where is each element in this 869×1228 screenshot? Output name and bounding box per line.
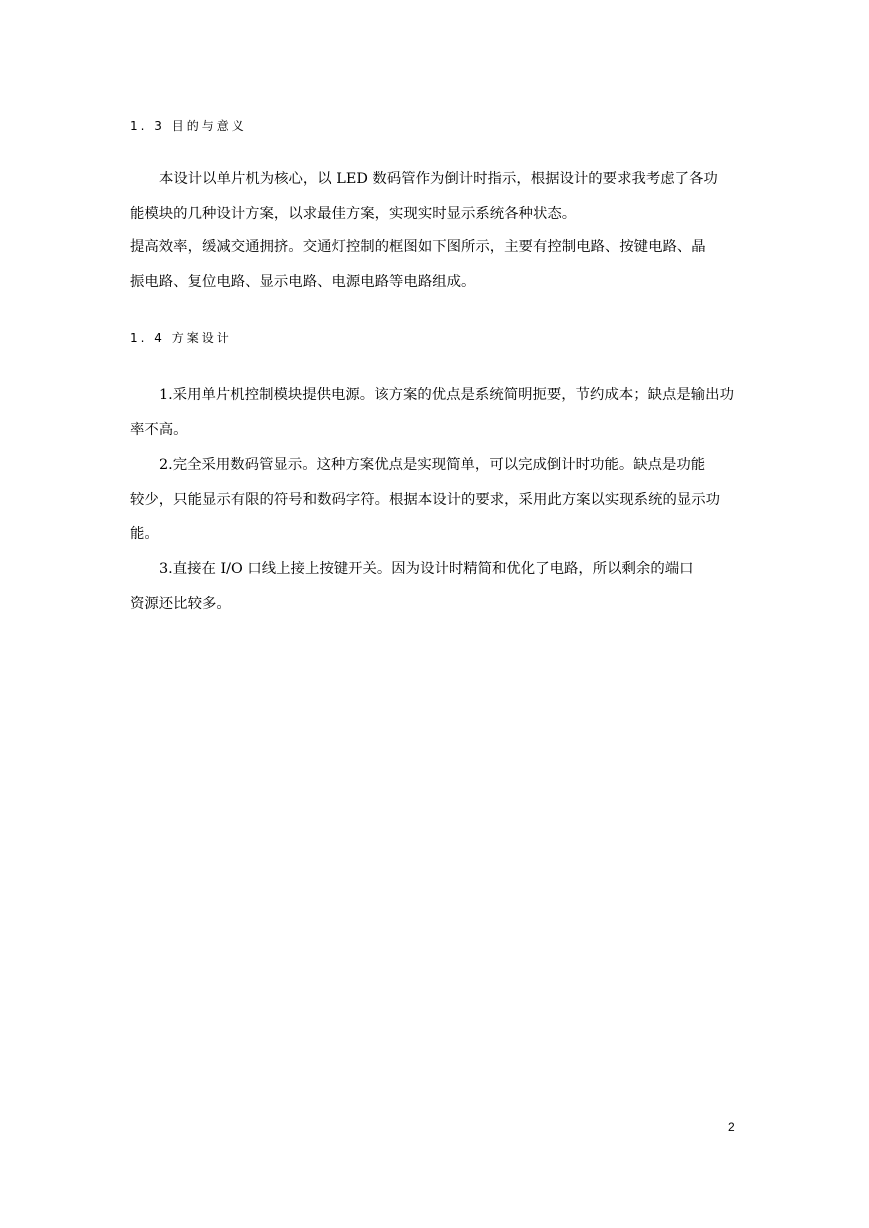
paragraph-purpose (130, 162, 744, 231)
paragraph-line: 提高效率，缓减交通拥挤。交通灯控制的框图如下图所示，主要有控制电路、按键电路、晶 (130, 239, 706, 255)
paragraph-line: 能。 (130, 526, 159, 542)
paragraph-line: 资源还比较多。 (130, 595, 231, 612)
paragraph-line: 本设计以单片机为核心，以 LED 数码管作为倒计时指示，根据设计的要求我考虑了各功 (159, 171, 718, 187)
paragraph-line: 率不高。 (130, 421, 188, 438)
paragraph-line: 1.采用单片机控制模块提供电源。该方案的优点是系统简明扼要，节约成本；缺点是输出功 (159, 387, 734, 403)
scheme-item-1 (130, 378, 744, 447)
paragraph-line: 振电路、复位电路、显示电路、电源电路等电路组成。 (130, 273, 476, 290)
section-heading-1-4: 1. 4 方案设计 (130, 331, 232, 345)
paragraph-line: 较少，只能显示有限的符号和数码字符。根据本设计的要求，采用此方案以实现系统的显示功 (130, 491, 721, 508)
paragraph-line: 能模块的几种设计方案，以求最佳方案，实现实时显示系统各种状态。 (130, 205, 577, 222)
scheme-item-2 (130, 448, 744, 552)
paragraph-efficiency (130, 230, 744, 299)
paragraph-line: 2.完全采用数码管显示。这种方案优点是实现简单，可以完成倒计时功能。缺点是功能 (159, 457, 706, 473)
scheme-item-3 (130, 552, 744, 621)
page-number: 2 (728, 1120, 735, 1134)
paragraph-line: 3.直接在 I/O 口线上接上按键开关。因为设计时精简和优化了电路，所以剩余的端口 (159, 561, 694, 577)
section-heading-1-3: 1. 3 目的与意义 (130, 119, 247, 133)
